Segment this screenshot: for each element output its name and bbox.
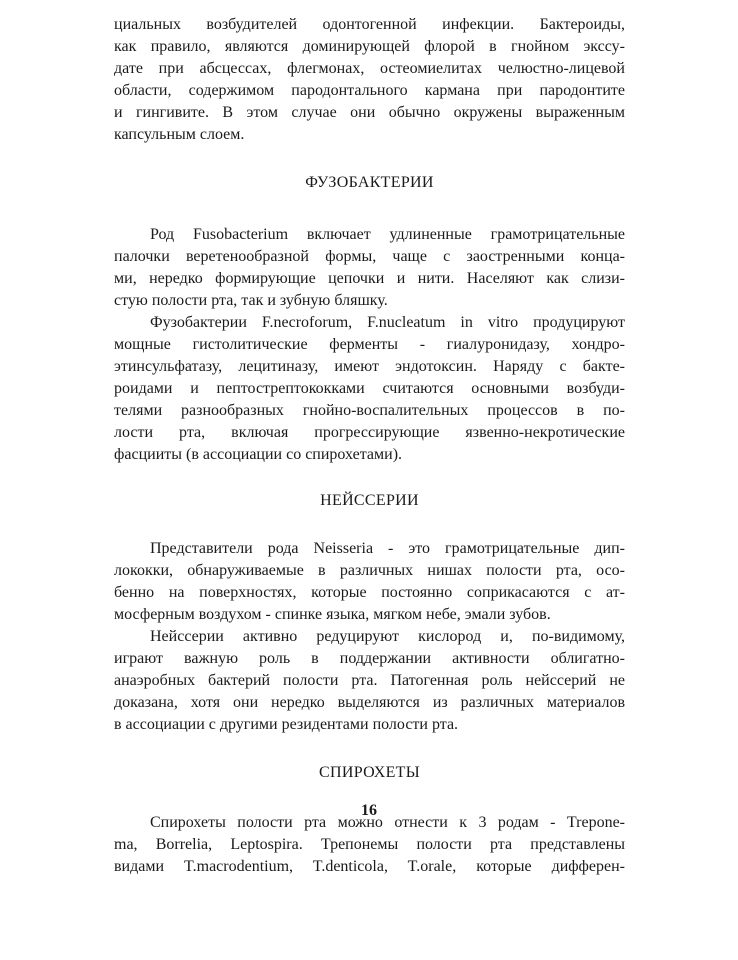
text-line: области, содержимом пародонтального кармана при пародонтите: [114, 82, 625, 99]
text-line: видами T.macrodentium, T.denticola, T.orale, которые дифферен-: [114, 858, 625, 875]
text-line: анаэробных бактерий полости рта. Патогенная роль нейссерий не: [114, 672, 625, 689]
text-line: палочки веретенообразной формы, чаще с заостренными конца-: [114, 248, 625, 265]
text-line: мосферным воздухом - спинке языка, мягком небе, эмали зубов.: [114, 606, 551, 623]
text-line: дате при абсцессах, флегмонах, остеомиелитах челюстно-лицевой: [114, 60, 625, 77]
neisseria-paragraph-2: [114, 626, 625, 736]
section-heading-fusobacteria: ФУЗОБАКТЕРИИ: [305, 174, 434, 191]
text-line: играют важную роль в поддержании активности облигатно-: [114, 650, 625, 667]
text-line: как правило, являются доминирующей флорой в гнойном экссу-: [114, 38, 625, 55]
fusobacteria-paragraph-2: [114, 312, 625, 466]
text-line: Спирохеты полости рта можно отнести к 3 родам - Trepone-: [150, 814, 625, 831]
text-line: циальных возбудителей одонтогенной инфекции. Бактероиды,: [114, 16, 625, 33]
section-heading-neisseria: НЕЙССЕРИИ: [320, 492, 419, 509]
text-line: доказана, хотя они нередко выделяются из различных материалов: [114, 694, 625, 711]
text-line: лости рта, включая прогрессирующие язвенно-некротические: [114, 424, 625, 441]
text-line: телями разнообразных гнойно-воспалительных процессов в по-: [114, 402, 625, 419]
text-line: Род Fusobacterium включает удлиненные грамотрицательные: [150, 226, 625, 243]
text-line: мощные гистолитические ферменты - гиалуронидазу, хондро-: [114, 336, 625, 353]
text-line: стую полости рта, так и зубную бляшку.: [114, 292, 388, 309]
neisseria-paragraph-1: [114, 538, 625, 626]
text-line: и гингивите. В этом случае они обычно окружены выраженным: [114, 104, 625, 121]
text-line: бенно на поверхностях, которые постоянно соприкасаются с ат-: [114, 584, 625, 601]
text-line: в ассоциации с другими резидентами полости рта.: [114, 716, 459, 733]
text-line: ma, Borrelia, Leptospira. Трепонемы полости рта представлены: [114, 836, 625, 853]
text-line: Представители рода Neisseria - это грамотрицательные дип-: [150, 540, 625, 557]
text-line: роидами и пептострептококками считаются основными возбуди-: [114, 380, 625, 397]
page-number: 16: [361, 802, 377, 819]
text-line: Фузобактерии F.necroforum, F.nucleatum in vitro продуцируют: [150, 314, 625, 331]
text-line: Нейссерии активно редуцируют кислород и, по-видимому,: [150, 628, 625, 645]
section-heading-spirochetes: СПИРОХЕТЫ: [319, 764, 420, 781]
intro-paragraph: [114, 14, 625, 146]
text-line: лококки, обнаруживаемые в различных нишах полости рта, осо-: [114, 562, 625, 579]
text-line: ми, нередко формирующие цепочки и нити. Населяют как слизи-: [114, 270, 625, 287]
text-line: капсульным слоем.: [114, 126, 245, 143]
fusobacteria-paragraph-1: [114, 224, 625, 312]
text-line: этинсульфатазу, лецитиназу, имеют эндотоксин. Наряду с бакте-: [114, 358, 625, 375]
text-line: фасцииты (в ассоциации со спирохетами).: [114, 446, 403, 463]
